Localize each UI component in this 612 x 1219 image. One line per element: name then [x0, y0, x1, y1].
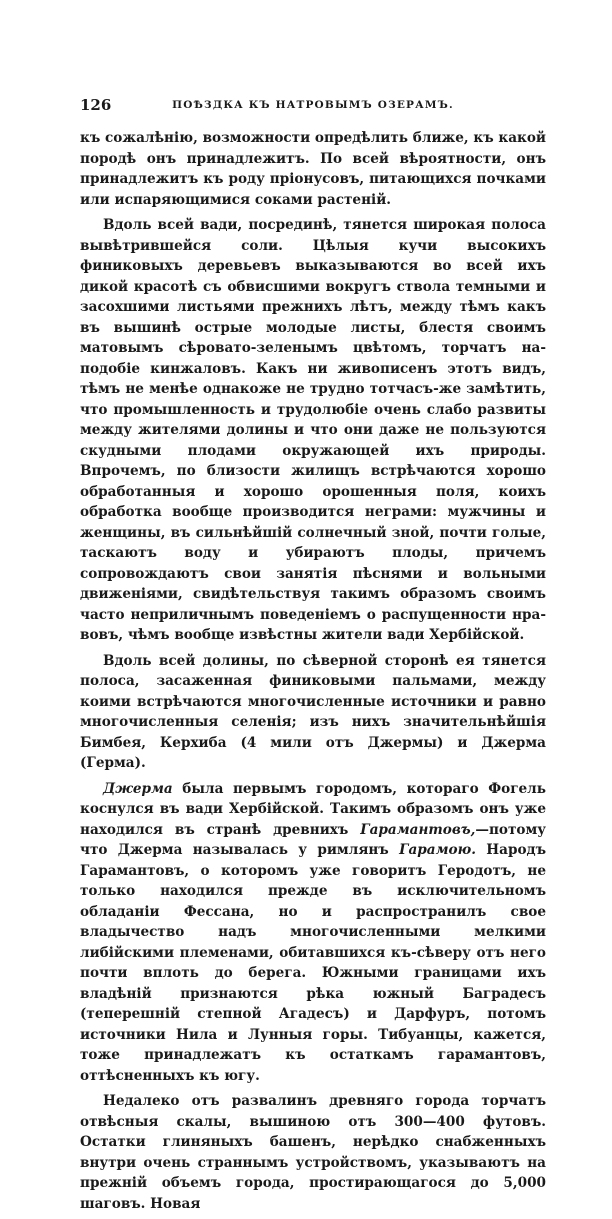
running-head [80, 96, 546, 118]
paragraph [80, 651, 546, 774]
emphasized-text: Гарамантовъ, [360, 821, 476, 838]
body-text [80, 128, 546, 1214]
paragraph-text: Вдоль всей долины, по сѣверной сторонѣ ея тянется полоса, засаженная финиковыми пальмами, между коими встрѣчаются многочисленные источники и равно многочисленныя селенія; изъ нихъ значительнѣйшія Бимбея, Керхиба (4 мили отъ Джермы) и Джерма (Герма). [80, 652, 546, 771]
paragraph-text: —потому что Джерма называлась у римлянъ [80, 821, 546, 858]
paragraph-text: Вдоль всей вади, посрединѣ, тянется широкая полоса вывѣтрившейся соли. Цѣлыя кучи высокихъ финиковыхъ деревьевъ выказываются во всей ихъ дикой красотѣ съ обвисшими вокругъ ствола темными и засохшими листьями прежнихъ лѣтъ, между тѣмъ какъ въ вышинѣ острые молодые листы, блестя своимъ матовымъ сѣровато-зеленымъ цвѣтомъ, торчатъ на-подобіе кинжаловъ. Какъ ни живописенъ этотъ видъ, тѣмъ не менѣе однакоже не трудно тотчасъ-же замѣтить, что промышленность и трудолюбіе очень слабо развиты между жителями долины и что они даже не пользуются скудными плодами окружающей ихъ природы. Впрочемъ, по близости жилищъ встрѣчаются хорошо обработанныя и хорошо орошенныя поля, коихъ обработка вообще производится неграми: мужчины и женщины, въ сильнѣйшій солнечный зной, почти голые, таскаютъ воду и убираютъ плоды, причемъ сопровождаютъ свои занятія пѣснями и вольными движеніями, свидѣтельствуя такимъ образомъ своимъ часто неприличнымъ поведеніемъ о распущенности нравовъ, чѣмъ вообще извѣстны жители вади Хербійской. [80, 217, 546, 643]
paragraph-text: была первымъ городомъ, котораго Фогель коснулся въ вади Хербійской. Такимъ образомъ онъ уже находился въ странѣ древнихъ [80, 780, 546, 838]
paragraph-text: Народъ Гарамантовъ, о которомъ уже говоритъ Геродотъ, не только находился прежде въ исключительномъ обладаніи Феccана, но и распространилъ свое владычество надъ многочисленными мелкими либійскими племенами, обитавшихся къ-сѣверу отъ него почти вплоть до берега. Южными границами ихъ владѣній признаются рѣка южный Баградесъ (теперешній степной Агадесъ) и Дарфуръ, потомъ источники Нила и Лунныя горы. Тибуанцы, кажется, тоже принадлежатъ къ остаткамъ гарамантовъ, оттѣсненныхъ къ югу. [80, 842, 546, 1084]
paragraph-text: Недалеко отъ развалинъ древняго города торчатъ отвѣсныя скалы, вышиною отъ 300—400 футовъ. Остатки глиняныхъ башенъ, нерѣдко снабженныхъ внутри очень страннымъ устройствомъ, указываютъ на прежній объемъ города, простирающагося до 5,000 шаговъ. Новая [80, 1093, 546, 1212]
running-title: ПОѢЗДКА КЪ НАТРОВЫМЪ ОЗЕРАМЪ. [172, 99, 454, 111]
emphasized-text: Джерма [103, 780, 173, 797]
emphasized-text: Гарамою. [399, 842, 476, 858]
paragraph-text: къ сожалѣнію, возможности опредѣлить ближе, къ какой породѣ онъ принадлежитъ. По всей вѣроятности, онъ принадлежитъ къ роду пріонусовъ, питающихся почками или испаряющимися соками растеній. [80, 130, 546, 208]
book-page [80, 96, 546, 1219]
paragraph [80, 1091, 546, 1214]
paragraph [80, 128, 546, 210]
page-number: 126 [80, 96, 112, 114]
paragraph [80, 779, 546, 1087]
paragraph [80, 215, 546, 646]
